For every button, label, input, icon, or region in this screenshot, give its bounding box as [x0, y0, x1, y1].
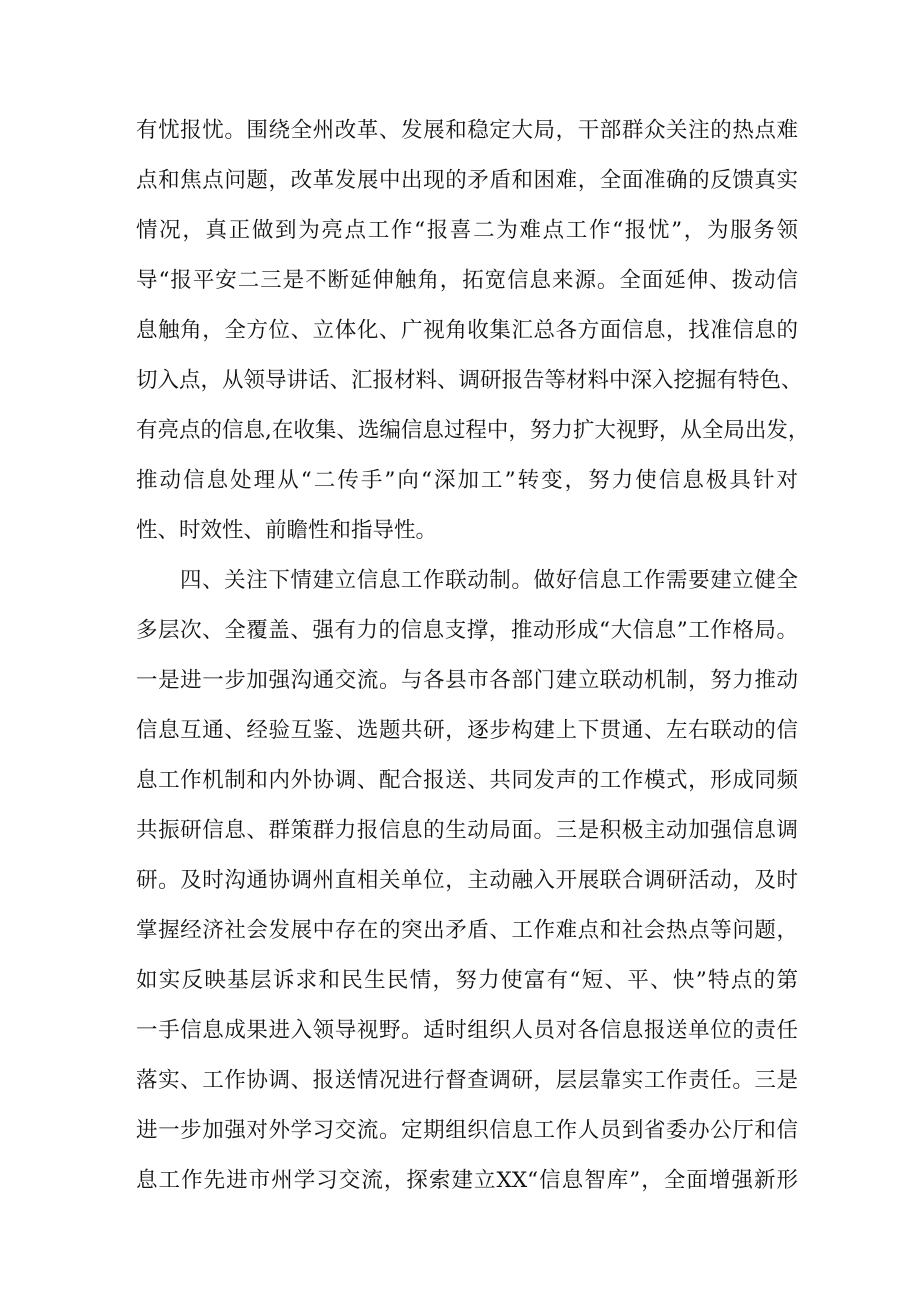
- text-line: 息工作先进市州学习交流，探索建立XX“信息智库”，全面增强新形: [136, 1168, 798, 1193]
- text-line: 有忧报忧。围绕全州改革、发展和稳定大局，干部群众关注的热点难: [136, 118, 798, 143]
- text-line: 落实、工作协调、报送情况进行督查调研，层层靠实工作责任。三是: [136, 1068, 798, 1093]
- paragraph-2: [136, 556, 798, 1206]
- text-line: 有亮点的信息,在收集、选编信息过程中，努力扩大视野，从全局出发，: [136, 418, 810, 443]
- text-line: 共振研信息、群策群力报信息的生动局面。三是积极主动加强信息调: [136, 818, 798, 843]
- text-line: 性、时效性、前瞻性和指导性。: [136, 518, 438, 543]
- text-line: 推动信息处理从“二传手”向“深加工”转变，努力使信息极具针对: [136, 468, 798, 493]
- text-line: 进一步加强对外学习交流。定期组织信息工作人员到省委办公厅和信: [136, 1118, 798, 1143]
- text-line: 点和焦点问题，改革发展中出现的矛盾和困难，全面准确的反馈真实: [136, 168, 798, 193]
- text-line: 研。及时沟通协调州直相关单位，主动融入开展联合调研活动，及时: [136, 868, 798, 893]
- text-line: 一是进一步加强沟通交流。与各县市各部门建立联动机制，努力推动: [136, 668, 798, 693]
- text-line: 如实反映基层诉求和民生民情，努力使富有“短、平、快”特点的第: [136, 968, 798, 993]
- text-line: 导“报平安二三是不断延伸触角，拓宽信息来源。全面延伸、拨动信: [136, 268, 798, 293]
- text-line: 掌握经济社会发展中存在的突出矛盾、工作难点和社会热点等问题，: [136, 918, 798, 943]
- text-line: 切入点，从领导讲话、汇报材料、调研报告等材料中深入挖掘有特色、: [136, 368, 803, 393]
- text-line: 息触角，全方位、立体化、广视角收集汇总各方面信息，找准信息的: [136, 318, 798, 343]
- text-line: 情况，真正做到为亮点工作“报喜二为难点工作“报忧”，为服务领: [136, 218, 798, 243]
- text-line: 信息互通、经验互鉴、选题共研，逐步构建上下贯通、左右联动的信: [136, 718, 798, 743]
- text-line: 一手信息成果进入领导视野。适时组织人员对各信息报送单位的责任: [136, 1018, 798, 1043]
- text-line: 四、关注下情建立信息工作联动制。做好信息工作需要建立健全: [180, 568, 798, 593]
- document-body: [136, 106, 810, 1206]
- paragraph-1: [136, 106, 810, 556]
- text-line: 息工作机制和内外协调、配合报送、共同发声的工作模式，形成同频: [136, 768, 798, 793]
- text-line: 多层次、全覆盖、强有力的信息支撑，推动形成“大信息”工作格局。: [136, 618, 798, 643]
